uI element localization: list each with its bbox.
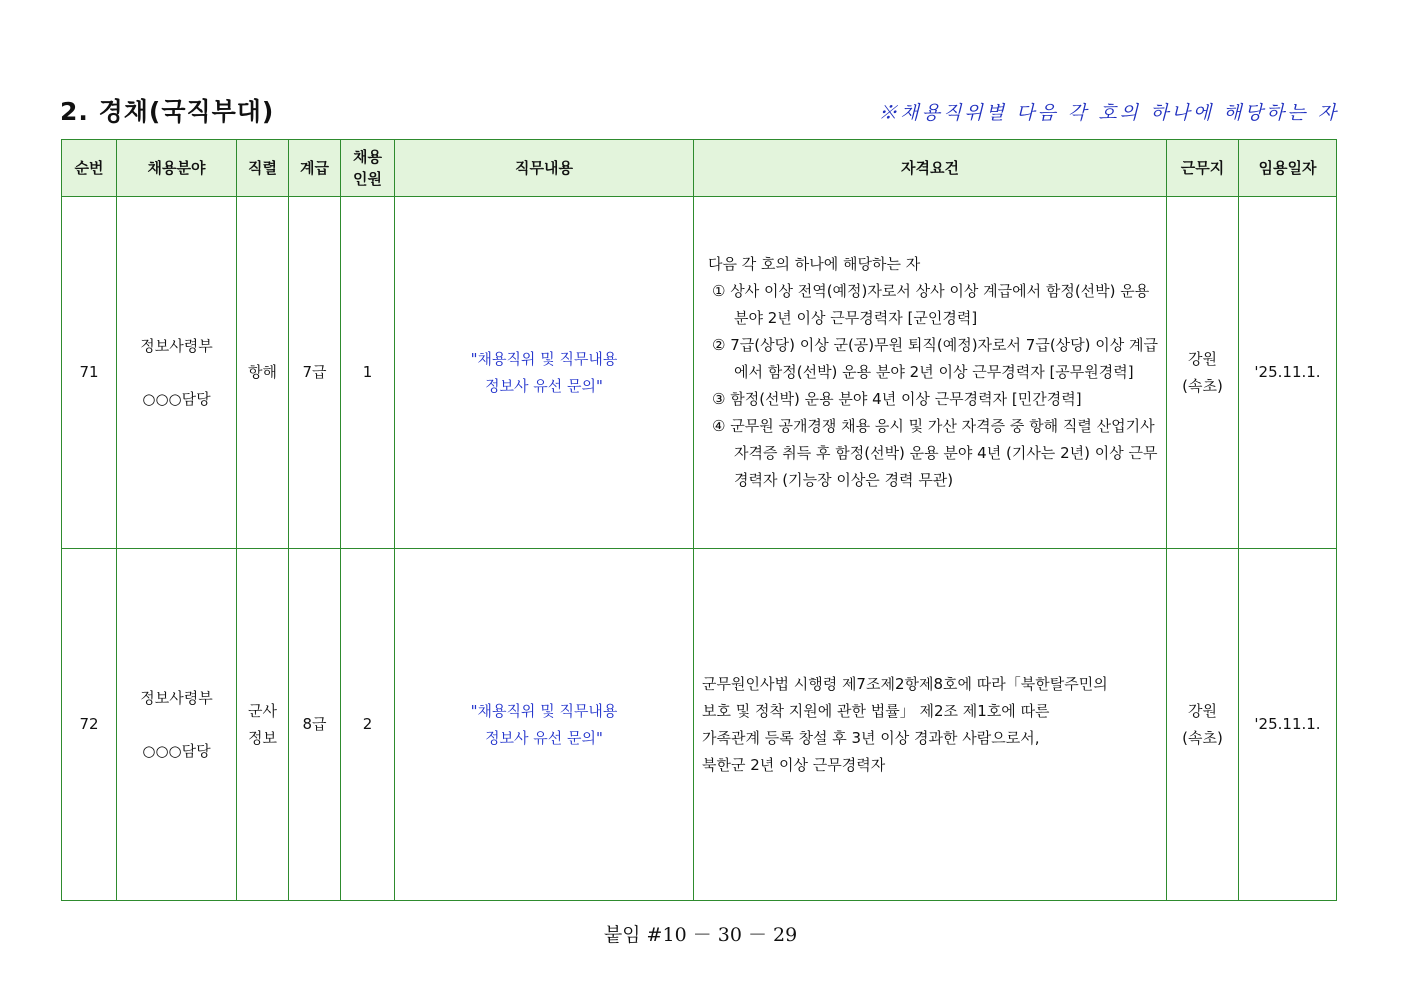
cell-duty [395, 197, 694, 549]
cell-count: 1 [341, 197, 395, 549]
col-header-series: 직렬 [237, 140, 289, 197]
cell-no: 71 [62, 197, 117, 549]
cell-field [117, 549, 237, 901]
requirement-line: 가족관계 등록 창설 후 3년 이상 경과한 사람으로서, [702, 728, 1040, 747]
cell-no: 72 [62, 549, 117, 901]
requirement-item: ① 상사 이상 전역(예정)자로서 상사 이상 계급에서 함정(선박) 운용 분야 2년 이상 근무경력자 [군인경력] [712, 282, 1150, 327]
cell-field [117, 197, 237, 549]
table-row [62, 197, 1337, 549]
requirement-item: ② 7급(상당) 이상 군(공)무원 퇴직(예정)자로서 7급(상당) 이상 계급에서 함정(선박) 운용 분야 2년 이상 근무경력자 [공무원경력] [712, 336, 1158, 381]
series-line: 군사 [248, 701, 277, 720]
col-header-requirements: 자격요건 [694, 140, 1167, 197]
cell-grade: 7급 [289, 197, 341, 549]
field-unit: 정보사령부 [140, 688, 213, 707]
field-role: ○○○담당 [142, 741, 211, 760]
requirement-item: ④ 군무원 공개경쟁 채용 응시 및 가산 자격증 중 항해 직렬 산업기사 자격증 취득 후 함정(선박) 운용 분야 4년 (기사는 2년) 이상 근무경력자 (기능장 이상은 경력 무관) [712, 417, 1158, 489]
location-region: 강원 [1188, 349, 1217, 368]
cell-duty [395, 549, 694, 901]
col-header-grade: 계급 [289, 140, 341, 197]
requirement-line: 북한군 2년 이상 근무경력자 [702, 755, 886, 774]
col-header-field: 채용분야 [117, 140, 237, 197]
field-unit: 정보사령부 [140, 336, 213, 355]
duty-line: 정보사 유선 문의" [485, 376, 603, 395]
col-header-no: 순번 [62, 140, 117, 197]
field-role: ○○○담당 [142, 389, 211, 408]
requirement-line: 군무원인사법 시행령 제7조제2항제8호에 따라「북한탈주민의 [702, 674, 1108, 693]
recruitment-table [61, 139, 1337, 901]
requirements-lead: 다음 각 호의 하나에 해당하는 자 [708, 255, 921, 273]
table-row [62, 549, 1337, 901]
col-header-date: 임용일자 [1239, 140, 1337, 197]
col-header-duty: 직무내용 [395, 140, 694, 197]
location-region: 강원 [1188, 701, 1217, 720]
cell-series: 항해 [237, 197, 289, 549]
cell-grade: 8급 [289, 549, 341, 901]
cell-location [1167, 197, 1239, 549]
requirement-item: ③ 함정(선박) 운용 분야 4년 이상 근무경력자 [민간경력] [712, 390, 1082, 408]
duty-line: 정보사 유선 문의" [485, 728, 603, 747]
duty-line: "채용직위 및 직무내용 [470, 349, 618, 368]
page-number: 붙임 #10 － 30 － 29 [603, 924, 798, 946]
duty-line: "채용직위 및 직무내용 [470, 701, 618, 720]
page-title: 2. 경채(국직부대) [60, 97, 275, 126]
cell-location [1167, 549, 1239, 901]
requirement-line: 보호 및 정착 지원에 관한 법률」 제2조 제1호에 따른 [702, 701, 1050, 720]
location-city: (속초) [1182, 728, 1223, 747]
col-header-count: 채용 인원 [341, 140, 395, 197]
table-header-row [62, 140, 1337, 197]
series-line: 정보 [248, 728, 277, 747]
col-header-location: 근무지 [1167, 140, 1239, 197]
location-city: (속초) [1182, 376, 1223, 395]
cell-date: '25.11.1. [1239, 197, 1337, 549]
cell-requirements [694, 197, 1167, 549]
cell-series [237, 549, 289, 901]
cell-requirements [694, 549, 1167, 901]
cell-count: 2 [341, 549, 395, 901]
header-note: ※채용직위별 다음 각 호의 하나에 해당하는 자 [878, 102, 1339, 124]
cell-date: '25.11.1. [1239, 549, 1337, 901]
